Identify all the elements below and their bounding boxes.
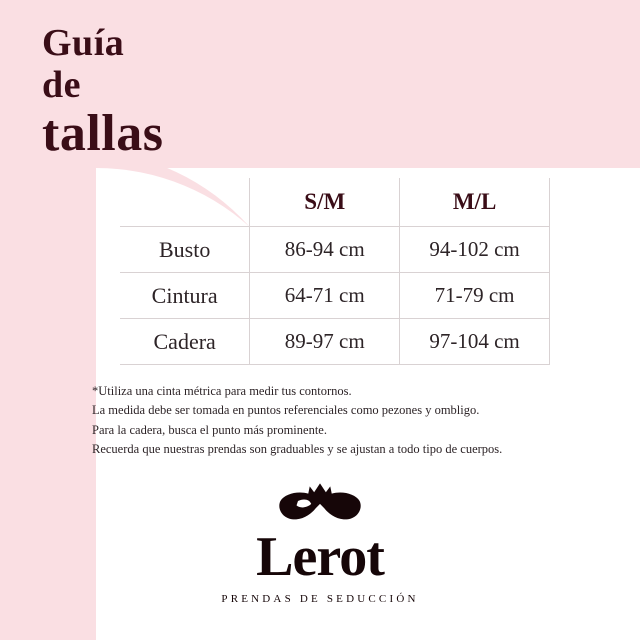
cell-cadera-ml: 97-104 cm: [400, 319, 550, 365]
page-title-line-3: tallas: [42, 105, 164, 162]
page-title: [42, 24, 163, 160]
page-title-line-2: de: [42, 64, 81, 106]
column-header-ml: M/L: [400, 178, 550, 227]
note-line-2: La medida debe ser tomada en puntos referenciales como pezones y ombligo.: [92, 403, 480, 418]
row-label-cadera: Cadera: [120, 319, 250, 365]
brand-block: [0, 480, 640, 605]
column-header-sm: S/M: [250, 178, 400, 227]
table-header-row: [120, 178, 550, 227]
row-label-cintura: Cintura: [120, 273, 250, 319]
page-title-line-1: Guía: [42, 22, 125, 64]
table-row: [120, 227, 550, 273]
measurement-notes: [92, 382, 562, 460]
masquerade-mask-icon: [276, 480, 364, 522]
size-table-head: [120, 178, 550, 227]
note-line-1: *Utiliza una cinta métrica para medir tus contornos.: [92, 384, 352, 398]
row-label-busto: Busto: [120, 227, 250, 273]
table-row: [120, 273, 550, 319]
brand-tagline: PRENDAS DE SEDUCCIÓN: [221, 593, 419, 605]
note-line-3: Para la cadera, busca el punto más prominente.: [92, 422, 327, 437]
cell-busto-sm: 86-94 cm: [250, 227, 400, 273]
table-row: [120, 319, 550, 365]
table-corner-cell: [120, 178, 250, 227]
size-table-body: [120, 227, 550, 365]
size-table: [120, 178, 550, 365]
note-line-4: Recuerda que nuestras prendas son graduables y se ajustan a todo tipo de cuerpos.: [92, 442, 503, 457]
cell-cadera-sm: 89-97 cm: [250, 319, 400, 365]
cell-busto-ml: 94-102 cm: [400, 227, 550, 273]
cell-cintura-ml: 71-79 cm: [400, 273, 550, 319]
cell-cintura-sm: 64-71 cm: [250, 273, 400, 319]
brand-name: Lerot: [256, 526, 384, 588]
